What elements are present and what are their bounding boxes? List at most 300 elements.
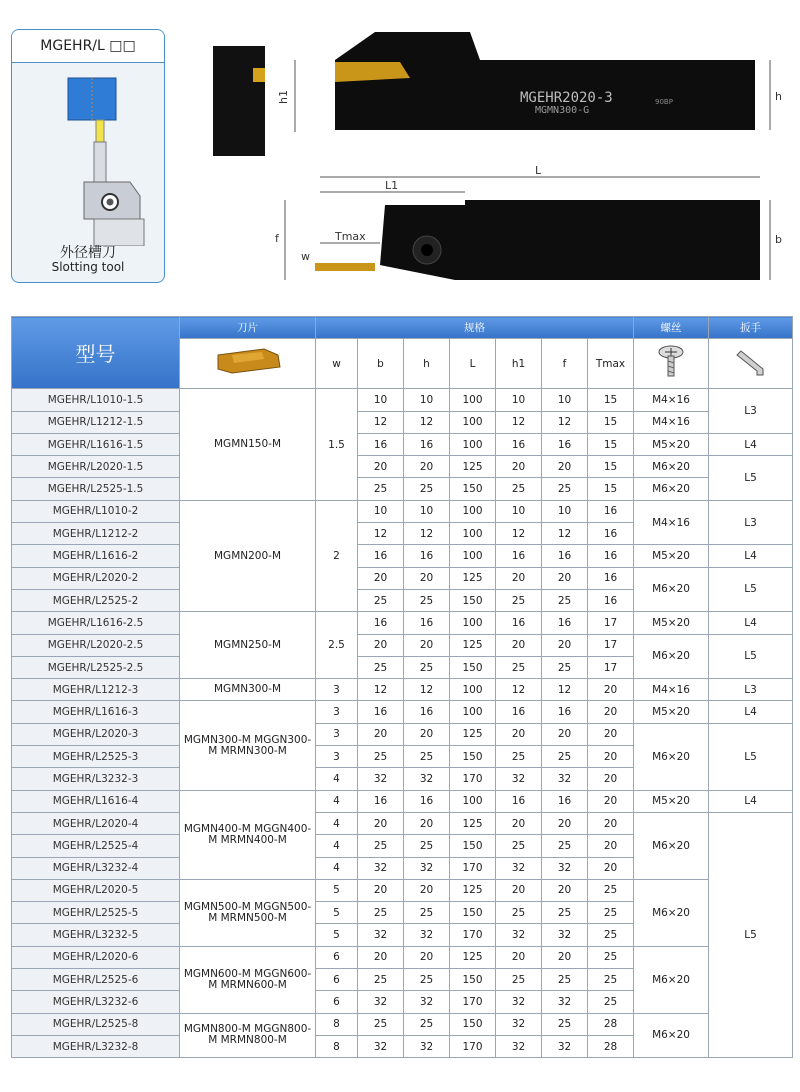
tmax-cell: 20 xyxy=(588,723,634,745)
L-cell: 100 xyxy=(450,523,496,545)
b-cell: 25 xyxy=(358,589,404,611)
L-cell: 150 xyxy=(450,1013,496,1035)
h-cell: 12 xyxy=(404,523,450,545)
tmax-cell: 25 xyxy=(588,946,634,968)
header-spec: 规格 xyxy=(316,317,634,339)
h1-cell: 12 xyxy=(496,411,542,433)
b-cell: 20 xyxy=(358,812,404,834)
header-wrench: 扳手 xyxy=(709,317,793,339)
model-cell: MGEHR/L2525-4 xyxy=(12,835,180,857)
model-cell: MGEHR/L3232-4 xyxy=(12,857,180,879)
f-cell: 25 xyxy=(542,478,588,500)
f-cell: 32 xyxy=(542,1035,588,1057)
h1-cell: 32 xyxy=(496,1013,542,1035)
h1-cell: 16 xyxy=(496,433,542,455)
blade-cell: MGMN500-M MGGN500-M MRMN500-M xyxy=(180,879,316,946)
card-title: MGEHR/L □□ xyxy=(12,30,164,63)
model-cell: MGEHR/L1616-2 xyxy=(12,545,180,567)
dim-h: h xyxy=(775,90,782,103)
f-cell: 25 xyxy=(542,969,588,991)
h-cell: 25 xyxy=(404,902,450,924)
w-cell: 4 xyxy=(316,857,358,879)
table-row xyxy=(12,478,793,500)
L-cell: 150 xyxy=(450,478,496,500)
tmax-cell: 15 xyxy=(588,389,634,411)
wrench-cell: L4 xyxy=(709,790,793,812)
model-cell: MGEHR/L3232-6 xyxy=(12,991,180,1013)
header-h1: h1 xyxy=(496,339,542,389)
L-cell: 125 xyxy=(450,567,496,589)
tmax-cell: 28 xyxy=(588,1035,634,1057)
tool-type-card xyxy=(11,29,165,283)
screw-cell: M5×20 xyxy=(634,433,709,455)
f-cell: 20 xyxy=(542,723,588,745)
b-cell: 10 xyxy=(358,500,404,522)
model-cell: MGEHR/L1010-2 xyxy=(12,500,180,522)
table-row xyxy=(12,879,793,901)
h1-cell: 25 xyxy=(496,478,542,500)
dim-L: L xyxy=(535,164,542,177)
L-cell: 150 xyxy=(450,589,496,611)
wrench-cell: L4 xyxy=(709,433,793,455)
wrench-cell: L3 xyxy=(709,679,793,701)
h1-cell: 10 xyxy=(496,389,542,411)
h-cell: 20 xyxy=(404,812,450,834)
caption-en: Slotting tool xyxy=(51,260,125,275)
model-cell: MGEHR/L1010-1.5 xyxy=(12,389,180,411)
h1-cell: 25 xyxy=(496,969,542,991)
h1-cell: 32 xyxy=(496,857,542,879)
h1-cell: 25 xyxy=(496,746,542,768)
h-cell: 25 xyxy=(404,1013,450,1035)
screw-cell: M6×20 xyxy=(634,946,709,1013)
tmax-cell: 15 xyxy=(588,433,634,455)
tmax-cell: 28 xyxy=(588,1013,634,1035)
table-row xyxy=(12,500,793,522)
tmax-cell: 16 xyxy=(588,523,634,545)
model-cell: MGEHR/L3232-3 xyxy=(12,768,180,790)
h-cell: 25 xyxy=(404,656,450,678)
tmax-cell: 25 xyxy=(588,969,634,991)
tmax-cell: 20 xyxy=(588,812,634,834)
header-b: b xyxy=(358,339,404,389)
w-cell: 4 xyxy=(316,812,358,834)
tool-marking-3: 90BP xyxy=(655,98,673,106)
w-cell: 5 xyxy=(316,924,358,946)
b-cell: 16 xyxy=(358,612,404,634)
b-cell: 25 xyxy=(358,478,404,500)
b-cell: 20 xyxy=(358,946,404,968)
L-cell: 150 xyxy=(450,656,496,678)
f-cell: 12 xyxy=(542,411,588,433)
f-cell: 20 xyxy=(542,456,588,478)
header-f: f xyxy=(542,339,588,389)
b-cell: 10 xyxy=(358,389,404,411)
slotting-tool-diagram xyxy=(12,64,165,246)
h-cell: 25 xyxy=(404,969,450,991)
dim-w: w xyxy=(301,250,310,263)
table-row xyxy=(12,701,793,723)
header-blade: 刀片 xyxy=(180,317,316,339)
L-cell: 125 xyxy=(450,634,496,656)
f-cell: 25 xyxy=(542,656,588,678)
table-row xyxy=(12,411,793,433)
f-cell: 12 xyxy=(542,523,588,545)
tmax-cell: 17 xyxy=(588,634,634,656)
f-cell: 20 xyxy=(542,879,588,901)
b-cell: 25 xyxy=(358,656,404,678)
tmax-cell: 20 xyxy=(588,857,634,879)
tmax-cell: 25 xyxy=(588,879,634,901)
h1-cell: 32 xyxy=(496,991,542,1013)
b-cell: 20 xyxy=(358,879,404,901)
wrench-cell: L3 xyxy=(709,500,793,545)
dim-h1: h1 xyxy=(277,90,290,104)
h1-cell: 20 xyxy=(496,723,542,745)
screw-cell: M4×16 xyxy=(634,679,709,701)
h1-cell: 12 xyxy=(496,679,542,701)
h-cell: 20 xyxy=(404,456,450,478)
L-cell: 170 xyxy=(450,924,496,946)
wrench-cell: L4 xyxy=(709,612,793,634)
table-row xyxy=(12,812,793,834)
f-cell: 20 xyxy=(542,634,588,656)
w-cell: 5 xyxy=(316,879,358,901)
caption-cn: 外径槽刀 xyxy=(60,245,116,261)
w-cell: 1.5 xyxy=(316,389,358,500)
table-row xyxy=(12,456,793,478)
blade-cell: MGMN800-M MGGN800-M MRMN800-M xyxy=(180,1013,316,1058)
h1-cell: 20 xyxy=(496,634,542,656)
tmax-cell: 16 xyxy=(588,589,634,611)
L-cell: 100 xyxy=(450,790,496,812)
L-cell: 100 xyxy=(450,545,496,567)
L-cell: 170 xyxy=(450,991,496,1013)
table-row xyxy=(12,1013,793,1035)
screw-cell: M4×16 xyxy=(634,411,709,433)
h1-cell: 20 xyxy=(496,567,542,589)
f-cell: 25 xyxy=(542,1013,588,1035)
b-cell: 20 xyxy=(358,723,404,745)
model-cell: MGEHR/L2525-6 xyxy=(12,969,180,991)
h-cell: 25 xyxy=(404,835,450,857)
f-cell: 20 xyxy=(542,812,588,834)
tmax-cell: 25 xyxy=(588,991,634,1013)
tmax-cell: 20 xyxy=(588,835,634,857)
model-cell: MGEHR/L1212-3 xyxy=(12,679,180,701)
tmax-cell: 20 xyxy=(588,701,634,723)
screw-cell: M6×20 xyxy=(634,879,709,946)
w-cell: 3 xyxy=(316,679,358,701)
model-cell: MGEHR/L2020-3 xyxy=(12,723,180,745)
header-model: 型号 xyxy=(12,317,180,389)
screw-cell: M5×20 xyxy=(634,612,709,634)
b-cell: 16 xyxy=(358,433,404,455)
L-cell: 170 xyxy=(450,768,496,790)
dim-b: b xyxy=(775,233,782,246)
tmax-cell: 20 xyxy=(588,768,634,790)
f-cell: 32 xyxy=(542,924,588,946)
b-cell: 12 xyxy=(358,411,404,433)
h-cell: 16 xyxy=(404,545,450,567)
h-cell: 32 xyxy=(404,768,450,790)
wrench-cell: L5 xyxy=(709,723,793,790)
w-cell: 3 xyxy=(316,701,358,723)
w-cell: 4 xyxy=(316,790,358,812)
h-cell: 20 xyxy=(404,879,450,901)
w-cell: 8 xyxy=(316,1013,358,1035)
f-cell: 25 xyxy=(542,746,588,768)
screw-cell: M6×20 xyxy=(634,1013,709,1058)
h-cell: 16 xyxy=(404,612,450,634)
table-row xyxy=(12,679,793,701)
h1-cell: 32 xyxy=(496,1035,542,1057)
table-row xyxy=(12,612,793,634)
b-cell: 32 xyxy=(358,991,404,1013)
model-cell: MGEHR/L1212-2 xyxy=(12,523,180,545)
w-cell: 5 xyxy=(316,902,358,924)
h-cell: 25 xyxy=(404,746,450,768)
h1-cell: 16 xyxy=(496,545,542,567)
wrench-cell: L4 xyxy=(709,545,793,567)
tmax-cell: 20 xyxy=(588,746,634,768)
L-cell: 100 xyxy=(450,389,496,411)
b-cell: 25 xyxy=(358,902,404,924)
model-cell: MGEHR/L1212-1.5 xyxy=(12,411,180,433)
b-cell: 32 xyxy=(358,768,404,790)
h1-cell: 20 xyxy=(496,812,542,834)
b-cell: 20 xyxy=(358,634,404,656)
table-row xyxy=(12,389,793,411)
tmax-cell: 16 xyxy=(588,545,634,567)
tmax-cell: 17 xyxy=(588,612,634,634)
screw-cell: M6×20 xyxy=(634,812,709,879)
L-cell: 170 xyxy=(450,857,496,879)
wrench-cell: L5 xyxy=(709,567,793,612)
blade-cell: MGMN200-M xyxy=(180,500,316,611)
model-cell: MGEHR/L2020-5 xyxy=(12,879,180,901)
insert-image xyxy=(180,339,316,389)
f-cell: 20 xyxy=(542,946,588,968)
f-cell: 12 xyxy=(542,679,588,701)
f-cell: 10 xyxy=(542,500,588,522)
b-cell: 32 xyxy=(358,924,404,946)
h-cell: 25 xyxy=(404,478,450,500)
wrench-cell: L4 xyxy=(709,701,793,723)
screw-cell: M6×20 xyxy=(634,723,709,790)
h-cell: 16 xyxy=(404,790,450,812)
b-cell: 20 xyxy=(358,456,404,478)
h1-cell: 25 xyxy=(496,589,542,611)
spec-table xyxy=(11,316,793,1058)
screw-cell: M6×20 xyxy=(634,456,709,478)
L-cell: 150 xyxy=(450,902,496,924)
model-cell: MGEHR/L1616-3 xyxy=(12,701,180,723)
wrench-cell: L5 xyxy=(709,812,793,1057)
tmax-cell: 16 xyxy=(588,567,634,589)
b-cell: 16 xyxy=(358,545,404,567)
h1-cell: 20 xyxy=(496,456,542,478)
model-cell: MGEHR/L2525-8 xyxy=(12,1013,180,1035)
screw-cell: M5×20 xyxy=(634,545,709,567)
f-cell: 16 xyxy=(542,790,588,812)
b-cell: 16 xyxy=(358,790,404,812)
table-row xyxy=(12,723,793,745)
dim-Tmax: Tmax xyxy=(335,230,366,243)
f-cell: 16 xyxy=(542,701,588,723)
h1-cell: 25 xyxy=(496,835,542,857)
w-cell: 2.5 xyxy=(316,612,358,679)
h-cell: 20 xyxy=(404,723,450,745)
tmax-cell: 15 xyxy=(588,456,634,478)
header-L: L xyxy=(450,339,496,389)
f-cell: 16 xyxy=(542,545,588,567)
h1-cell: 25 xyxy=(496,656,542,678)
blade-cell: MGMN400-M MGGN400-M MRMN400-M xyxy=(180,790,316,879)
tmax-cell: 25 xyxy=(588,902,634,924)
L-cell: 125 xyxy=(450,946,496,968)
w-cell: 6 xyxy=(316,946,358,968)
h1-cell: 32 xyxy=(496,768,542,790)
h-cell: 10 xyxy=(404,389,450,411)
wrench-cell: L5 xyxy=(709,456,793,501)
blade-cell: MGMN250-M xyxy=(180,612,316,679)
h-cell: 12 xyxy=(404,411,450,433)
h-cell: 32 xyxy=(404,924,450,946)
tmax-cell: 25 xyxy=(588,924,634,946)
h-cell: 12 xyxy=(404,679,450,701)
table-row xyxy=(12,946,793,968)
b-cell: 20 xyxy=(358,567,404,589)
L-cell: 150 xyxy=(450,835,496,857)
tool-technical-drawing xyxy=(195,20,795,290)
h1-cell: 16 xyxy=(496,790,542,812)
model-cell: MGEHR/L2525-1.5 xyxy=(12,478,180,500)
b-cell: 12 xyxy=(358,523,404,545)
b-cell: 16 xyxy=(358,701,404,723)
screw-cell: M6×20 xyxy=(634,478,709,500)
wrench-icon xyxy=(709,339,793,389)
h-cell: 20 xyxy=(404,946,450,968)
screw-icon xyxy=(634,339,709,389)
h1-cell: 16 xyxy=(496,701,542,723)
L-cell: 125 xyxy=(450,456,496,478)
model-cell: MGEHR/L2020-6 xyxy=(12,946,180,968)
dim-L1: L1 xyxy=(385,179,399,192)
f-cell: 25 xyxy=(542,835,588,857)
f-cell: 16 xyxy=(542,612,588,634)
h1-cell: 16 xyxy=(496,612,542,634)
model-cell: MGEHR/L1616-1.5 xyxy=(12,433,180,455)
h-cell: 10 xyxy=(404,500,450,522)
L-cell: 150 xyxy=(450,746,496,768)
end-view xyxy=(213,46,265,156)
header-screw: 螺丝 xyxy=(634,317,709,339)
w-cell: 4 xyxy=(316,835,358,857)
model-cell: MGEHR/L2525-5 xyxy=(12,902,180,924)
model-cell: MGEHR/L2020-1.5 xyxy=(12,456,180,478)
L-cell: 170 xyxy=(450,1035,496,1057)
model-cell: MGEHR/L2525-3 xyxy=(12,746,180,768)
tmax-cell: 20 xyxy=(588,790,634,812)
blade-cell: MGMN300-M xyxy=(180,679,316,701)
tmax-cell: 20 xyxy=(588,679,634,701)
table-row xyxy=(12,790,793,812)
w-cell: 2 xyxy=(316,500,358,611)
tmax-cell: 16 xyxy=(588,500,634,522)
model-cell: MGEHR/L2020-4 xyxy=(12,812,180,834)
L-cell: 125 xyxy=(450,812,496,834)
header-h: h xyxy=(404,339,450,389)
b-cell: 25 xyxy=(358,746,404,768)
model-cell: MGEHR/L3232-8 xyxy=(12,1035,180,1057)
tool-marking-2: MGMN300-G xyxy=(535,105,590,116)
L-cell: 100 xyxy=(450,433,496,455)
h-cell: 32 xyxy=(404,857,450,879)
h1-cell: 20 xyxy=(496,879,542,901)
tmax-cell: 15 xyxy=(588,478,634,500)
tmax-cell: 17 xyxy=(588,656,634,678)
wrench-cell: L3 xyxy=(709,389,793,434)
table-row xyxy=(12,567,793,589)
h-cell: 32 xyxy=(404,991,450,1013)
h1-cell: 25 xyxy=(496,902,542,924)
screw-cell: M4×16 xyxy=(634,389,709,411)
h-cell: 20 xyxy=(404,634,450,656)
w-cell: 3 xyxy=(316,723,358,745)
dim-f: f xyxy=(275,232,279,245)
header-w: w xyxy=(316,339,358,389)
model-cell: MGEHR/L3232-5 xyxy=(12,924,180,946)
h1-cell: 12 xyxy=(496,523,542,545)
b-cell: 32 xyxy=(358,1035,404,1057)
f-cell: 32 xyxy=(542,768,588,790)
h1-cell: 32 xyxy=(496,924,542,946)
w-cell: 3 xyxy=(316,746,358,768)
L-cell: 125 xyxy=(450,723,496,745)
h-cell: 16 xyxy=(404,701,450,723)
f-cell: 16 xyxy=(542,433,588,455)
b-cell: 25 xyxy=(358,835,404,857)
h-cell: 16 xyxy=(404,433,450,455)
h-cell: 32 xyxy=(404,1035,450,1057)
h-cell: 20 xyxy=(404,567,450,589)
model-cell: MGEHR/L1616-2.5 xyxy=(12,612,180,634)
model-cell: MGEHR/L2525-2.5 xyxy=(12,656,180,678)
model-cell: MGEHR/L2020-2.5 xyxy=(12,634,180,656)
blade-cell: MGMN600-M MGGN600-M MRMN600-M xyxy=(180,946,316,1013)
table-row xyxy=(12,433,793,455)
L-cell: 100 xyxy=(450,612,496,634)
b-cell: 25 xyxy=(358,969,404,991)
w-cell: 6 xyxy=(316,991,358,1013)
table-row xyxy=(12,634,793,656)
h1-cell: 20 xyxy=(496,946,542,968)
screw-cell: M6×20 xyxy=(634,567,709,612)
L-cell: 100 xyxy=(450,500,496,522)
w-cell: 6 xyxy=(316,969,358,991)
w-cell: 8 xyxy=(316,1035,358,1057)
screw-cell: M4×16 xyxy=(634,500,709,545)
blade-cell: MGMN150-M xyxy=(180,389,316,500)
card-caption xyxy=(12,246,164,275)
L-cell: 100 xyxy=(450,679,496,701)
L-cell: 150 xyxy=(450,969,496,991)
L-cell: 125 xyxy=(450,879,496,901)
model-cell: MGEHR/L1616-4 xyxy=(12,790,180,812)
b-cell: 25 xyxy=(358,1013,404,1035)
h-cell: 25 xyxy=(404,589,450,611)
